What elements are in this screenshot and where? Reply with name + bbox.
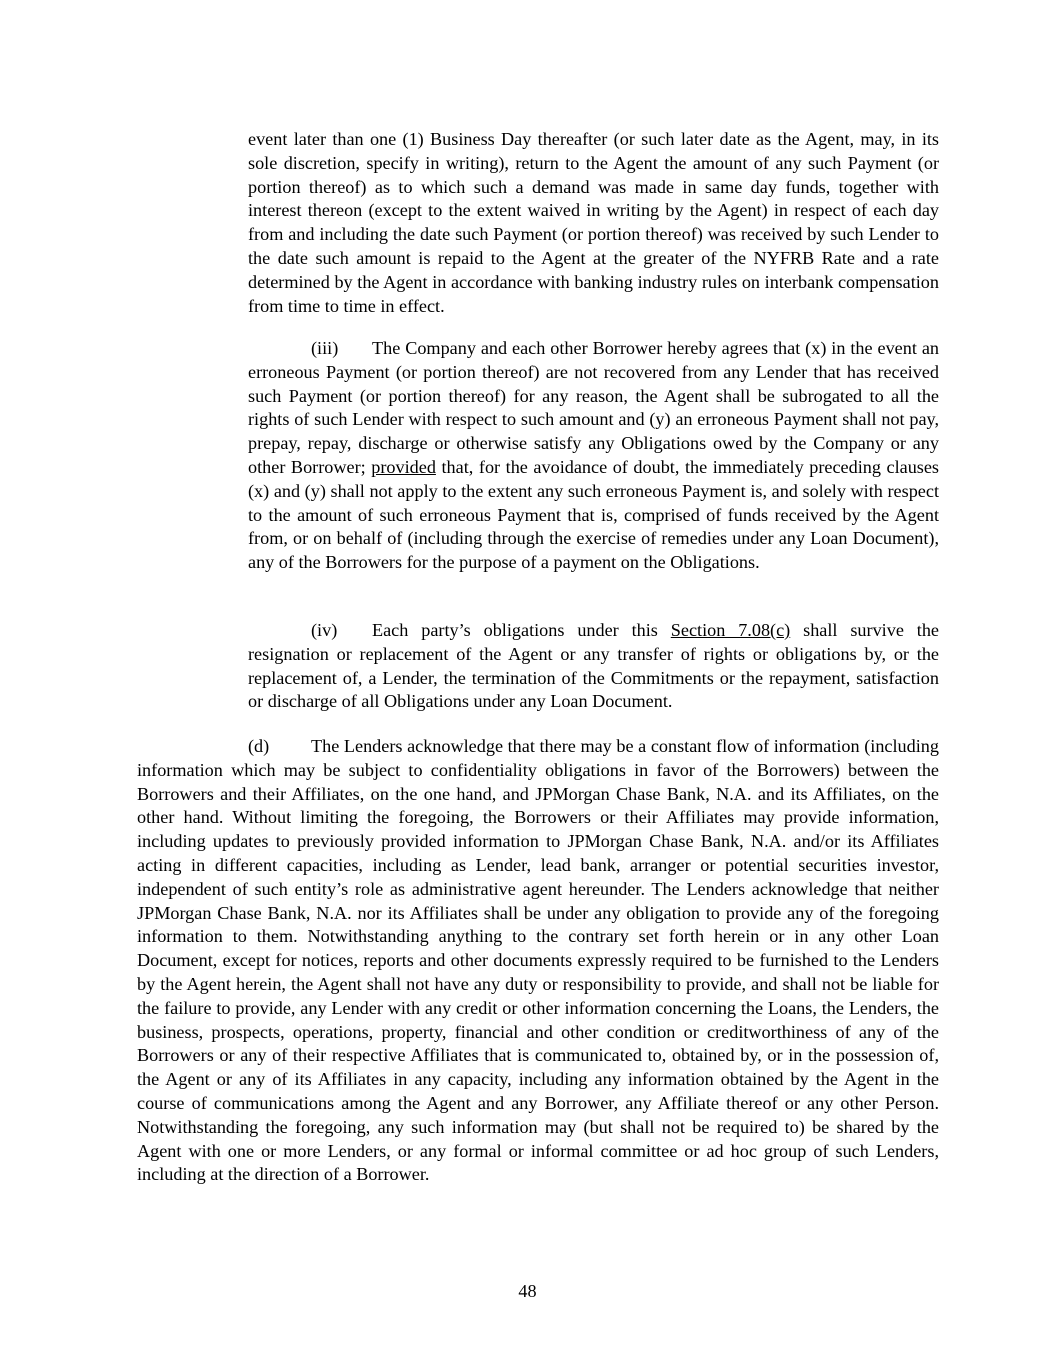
paragraph-d: [137, 735, 939, 1187]
paragraph-iv: [248, 619, 939, 714]
paragraph-iv-label: (iv): [311, 620, 338, 640]
paragraph-continuation: [248, 128, 939, 318]
paragraph-continuation-text: event later than one (1) Business Day thereafter (or such later date as the Agent, may, in its sole discretion, specify in writing), return to the Agent the amount of any such Payment (or portion thereof) as to which such a demand was made in same day funds, together with interest thereon (except to the extent waived in writing by the Agent) in respect of each day from and including the date such Payment (or portion thereof) was received by such Lender to the date such amount is repaid to the Agent at the greater of the NYFRB Rate and a rate determined by the Agent in accordance with banking industry rules on interbank compensation from time to time in effect.: [248, 129, 939, 316]
page-number: 48: [518, 1281, 537, 1301]
paragraph-iv-text-before: Each party’s obligations under this: [372, 620, 658, 640]
section-reference-link: Section 7.08(c): [670, 620, 791, 640]
paragraph-d-text: The Lenders acknowledge that there may be a constant flow of information (including information which may be subject to confidentiality obligations in favor of the Borrowers) between the Borrowers and their Affiliates, on the one hand, and JPMorgan Chase Bank, N.A. and its Affiliates, on the other hand. Without limiting the foregoing, the Borrowers or their Affiliates may provide information, including updates to previously provided information to JPMorgan Chase Bank, N.A. and/or its Affiliates acting in different capacities, including as Lender, lead bank, arranger or potential securities investor, independent of such entity’s role as administrative agent hereunder. The Lenders acknowledge that neither JPMorgan Chase Bank, N.A. nor its Affiliates shall be under any obligation to provide any of the foregoing information to them. Notwithstanding anything to the contrary set forth herein or in any other Loan Document, except for notices, reports and other documents expressly required to be furnished to the Lenders by the Agent herein, the Agent shall not have any duty or responsibility to provide, and shall not be liable for the failure to provide, any Lender with any credit or other information concerning the Loans, the Lenders, the business, prospects, operations, property, financial and other condition or creditworthiness of any of the Borrowers or any of their respective Affiliates that is communicated to, obtained by, or in the possession of, the Agent or any of its Affiliates in any capacity, including any information obtained by the Agent in the course of communications among the Agent and any Borrower, any Affiliate thereof or any other Person. Notwithstanding the foregoing, any such information may (but shall not be required to) be shared by the Agent with one or more Lenders, or any formal or informal committee or ad hoc group of such Lenders, including at the direction of a Borrower.: [137, 736, 939, 1185]
paragraph-iii-text-before: The Company and each other Borrower hereby agrees that (x) in the event an erroneous Payment (or portion thereof) are not recovered from any Lender that has received such Payment (or portion thereof) for any reason, the Agent shall be subrogated to all the rights of such Lender with respect to such amount and (y) an erroneous Payment shall not pay, prepay, repay, discharge or otherwise satisfy any Obligations owed by the Company or any other Borrower;: [248, 338, 939, 477]
paragraph-iv-text-after: shall survive the resignation or replacement of the Agent or any transfer of rights or obligations by, or the replacement of, a Lender, the termination of the Commitments or the repayment, satisfaction or discharge of all Obligations under any Loan Document.: [248, 620, 939, 712]
paragraph-iii-label: (iii): [311, 338, 339, 358]
paragraph-iii-text-after: that, for the avoidance of doubt, the immediately preceding clauses (x) and (y) shall not apply to the extent any such erroneous Payment is, and solely with respect to the amount of such erroneous Payment that is, comprised of funds received by the Agent from, or on behalf of (including through the exercise of remedies under any Loan Document), any of the Borrowers for the purpose of a payment on the Obligations.: [248, 456, 940, 573]
provided-underlined-term: provided: [371, 456, 436, 477]
paragraph-d-label: (d): [248, 736, 270, 756]
paragraph-iii: [248, 337, 939, 575]
